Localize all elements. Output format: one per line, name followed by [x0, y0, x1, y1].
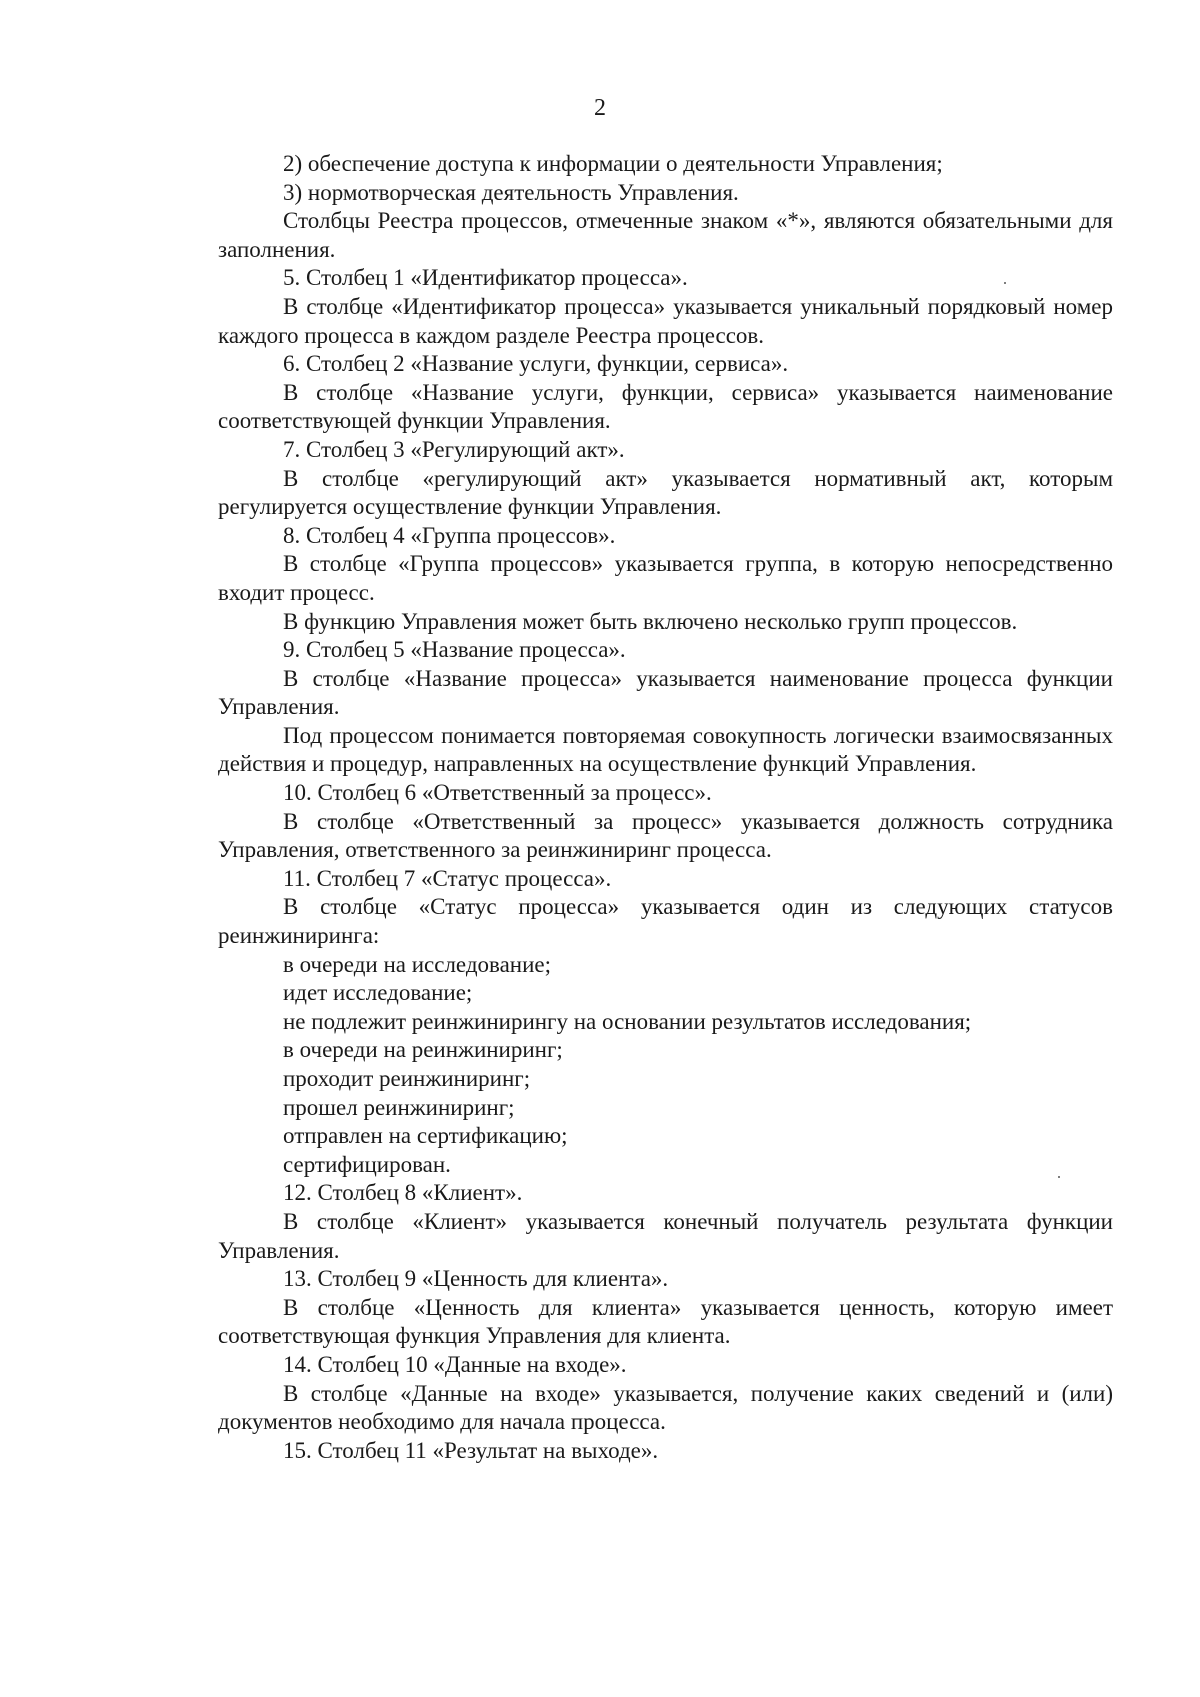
paragraph: Под процессом понимается повторяемая совокупность логически взаимосвязанных действия и процедур, направленных на осуществление функций Управления.	[218, 722, 1113, 777]
section-heading: 6. Столбец 2 «Название услуги, функции, сервиса».	[283, 351, 789, 377]
paragraph: В столбце «Группа процессов» указывается группа, в которую непосредственно входит процесс.	[218, 551, 1113, 605]
status-list-item: сертифицирован.	[283, 1151, 451, 1177]
paragraph: В столбце «Название услуги, функции, сервиса» указывается наименование соответствующей функции Управления.	[218, 379, 1113, 434]
section-heading: 9. Столбец 5 «Название процесса».	[283, 637, 626, 663]
status-list-item: в очереди на исследование;	[283, 951, 552, 977]
section-heading: 5. Столбец 1 «Идентификатор процесса».	[283, 265, 688, 291]
section-heading: 7. Столбец 3 «Регулирующий акт».	[283, 436, 625, 462]
section-heading: 8. Столбец 4 «Группа процессов».	[283, 522, 616, 548]
paragraph: В столбце «Идентификатор процесса» указывается уникальный порядковый номер каждого процесса в каждом разделе Реестра процессов.	[218, 293, 1113, 348]
paragraph: В функцию Управления может быть включено несколько групп процессов.	[283, 608, 1018, 634]
status-list-item: отправлен на сертификацию;	[283, 1123, 568, 1149]
list-item: 2) обеспечение доступа к информации о деятельности Управления;	[283, 151, 943, 176]
status-list-item: идет исследование;	[283, 980, 473, 1006]
page-number: 2	[594, 95, 606, 121]
status-list-item: проходит реинжиниринг;	[283, 1066, 531, 1091]
section-heading: 11. Столбец 7 «Статус процесса».	[283, 865, 612, 891]
paragraph: В столбце «Название процесса» указывается наименование процесса функции Управления.	[218, 665, 1113, 720]
paragraph: В столбце «Ответственный за процесс» указывается должность сотрудника Управления, ответственного за реинжиниринг процесса.	[218, 808, 1113, 863]
paragraph: В столбце «Данные на входе» указывается, получение каких сведений и (или) документов необходимо для начала процесса.	[218, 1380, 1113, 1435]
paragraph: В столбце «Статус процесса» указывается один из следующих статусов реинжиниринга:	[218, 894, 1113, 949]
list-item: 3) нормотворческая деятельность Управления.	[283, 179, 739, 205]
section-heading: 12. Столбец 8 «Клиент».	[283, 1180, 523, 1206]
paragraph: В столбце «Клиент» указывается конечный получатель результата функции Управления.	[218, 1208, 1113, 1263]
document-body	[218, 150, 1113, 1465]
status-list-item: в очереди на реинжиниринг;	[283, 1037, 563, 1063]
paragraph: В столбце «регулирующий акт» указывается нормативный акт, которым регулируется осуществление функции Управления.	[218, 465, 1113, 520]
section-heading: 14. Столбец 10 «Данные на входе».	[283, 1351, 627, 1377]
section-heading: 13. Столбец 9 «Ценность для клиента».	[283, 1266, 669, 1292]
scan-speck	[1058, 1176, 1060, 1178]
status-list-item: прошел реинжиниринг;	[283, 1094, 515, 1120]
section-heading: 15. Столбец 11 «Результат на выходе».	[283, 1437, 659, 1463]
paragraph: В столбце «Ценность для клиента» указывается ценность, которую имеет соответствующая функция Управления для клиента.	[218, 1294, 1113, 1349]
scan-speck	[1004, 282, 1006, 284]
paragraph: Столбцы Реестра процессов, отмеченные знаком «*», являются обязательными для заполнения.	[218, 208, 1113, 262]
status-list-item: не подлежит реинжинирингу на основании результатов исследования;	[283, 1008, 972, 1034]
section-heading: 10. Столбец 6 «Ответственный за процесс».	[283, 780, 712, 806]
